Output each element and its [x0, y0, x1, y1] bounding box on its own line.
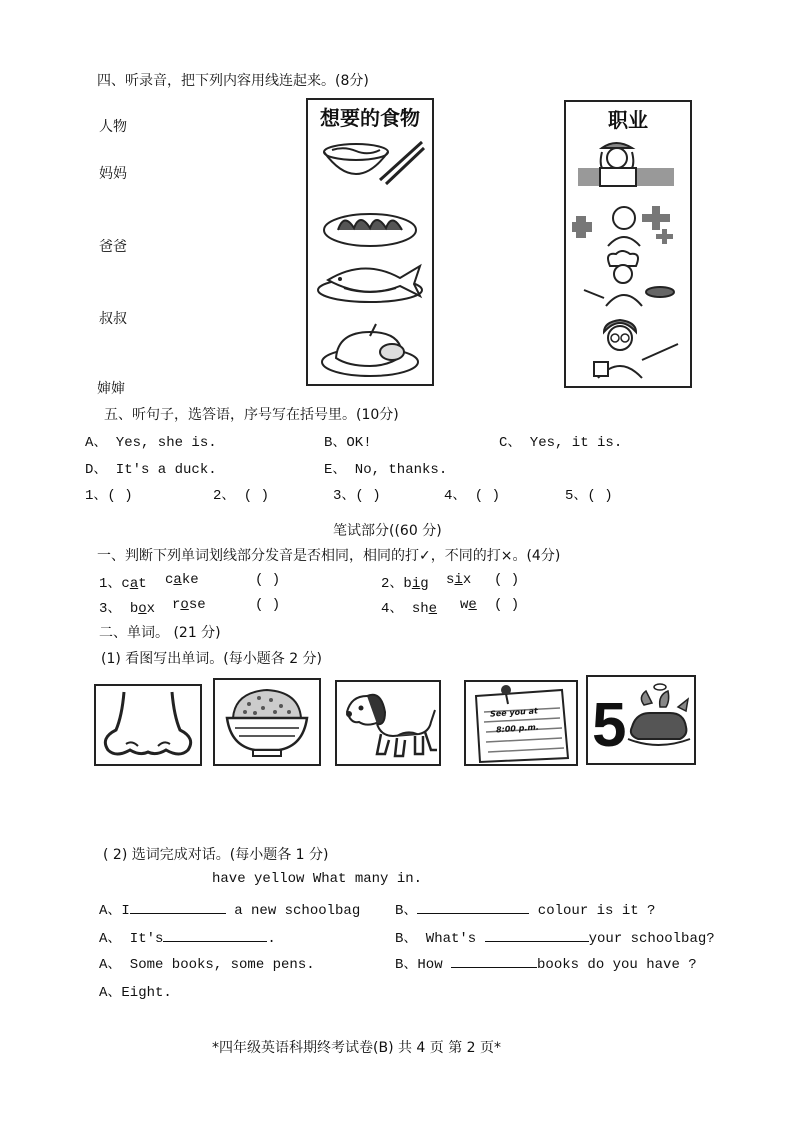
part2-heading: 二、单词。 (21 分): [99, 625, 221, 641]
dialog-line-b: B、 What's your schoolbag?: [395, 931, 715, 947]
person-label: 爸爸: [99, 239, 127, 255]
phonics-answer-blank[interactable]: ( ): [255, 572, 281, 588]
written-heading: 笔试部分((60 分): [333, 523, 442, 539]
part1-heading: 一、判断下列单词划线部分发音是否相同，相同的打✓，不同的打×。(4分): [97, 548, 561, 564]
dialog-line-a: A、 Some books, some pens.: [99, 957, 315, 973]
answer-option: A、 Yes, she is.: [85, 435, 217, 451]
picture-box: [94, 684, 202, 766]
job-box-title: 职业: [608, 108, 648, 132]
roast-chicken-icon: [318, 322, 422, 380]
picture-box: [464, 680, 578, 766]
dumplings-icon: [320, 204, 420, 250]
answer-blank[interactable]: 5、( ): [565, 488, 613, 504]
answer-option: D、 It's a duck.: [85, 462, 217, 478]
job-box: [564, 100, 692, 388]
food-box-title: 想要的食物: [320, 106, 420, 130]
fill-blank[interactable]: [130, 912, 226, 914]
person-label: 妈妈: [99, 166, 127, 182]
picture-box: [335, 680, 441, 766]
nose-icon: [96, 686, 200, 764]
fill-blank[interactable]: [485, 940, 589, 942]
dialog-line-a: A、 It's .: [99, 931, 276, 947]
phonics-word: six: [446, 572, 472, 588]
person-label: 婶婶: [97, 381, 125, 397]
fish-icon: [314, 256, 426, 306]
answer-blank[interactable]: 4、 ( ): [444, 488, 501, 504]
section5-heading: 五、听句子，选答语，序号写在括号里。(10分): [104, 407, 399, 423]
dialog-line-b: B、How books do you have ?: [395, 957, 697, 973]
person-label: 人物: [99, 119, 127, 135]
word-bank: have yellow What many in.: [212, 871, 423, 887]
rice-bowl-icon: [215, 680, 319, 764]
nurse-icon: [574, 138, 678, 190]
fill-blank[interactable]: [163, 940, 267, 942]
person-label: 叔叔: [99, 311, 127, 327]
dialog-line-a: A、I a new schoolbag: [99, 903, 361, 919]
phonics-word: we: [460, 597, 477, 613]
cook-icon: [574, 250, 678, 308]
food-box: [306, 98, 434, 386]
page-footer: *四年级英语科期终考试卷(B) 共 4 页 第 2 页*: [212, 1040, 502, 1056]
phonics-item: 4、 she: [381, 601, 438, 617]
fill-blank[interactable]: [417, 912, 529, 914]
phonics-item: 2、big: [381, 576, 429, 592]
picture-box: [213, 678, 321, 766]
noodle-bowl-icon: [314, 134, 426, 190]
dialog-line-b: B、 colour is it ?: [395, 903, 656, 919]
note-text-line: 8:00 p.m.: [495, 722, 540, 735]
answer-option: B、OK!: [324, 435, 372, 451]
part2-sub1: (1) 看图写出单词。(每小题各 2 分): [101, 651, 323, 667]
phonics-item: 3、 box: [99, 601, 156, 617]
answer-option: E、 No, thanks.: [324, 462, 448, 478]
phonics-answer-blank[interactable]: ( ): [255, 597, 281, 613]
answer-blank[interactable]: 2、 ( ): [213, 488, 270, 504]
cake-icon: [588, 677, 694, 763]
doctor-icon: [572, 200, 680, 248]
fill-blank[interactable]: [451, 966, 537, 968]
dog-icon: [337, 682, 439, 764]
cake-number: 5: [592, 691, 627, 760]
note-text-line: See you at: [489, 706, 539, 719]
phonics-word: rose: [172, 597, 206, 613]
teacher-icon: [574, 314, 682, 380]
dialog-line-a: A、Eight.: [99, 985, 172, 1001]
phonics-word: cake: [165, 572, 199, 588]
phonics-answer-blank[interactable]: ( ): [494, 572, 520, 588]
answer-blank[interactable]: 1、( ): [85, 488, 133, 504]
section4-heading: 四、听录音，把下列内容用线连起来。(8分): [97, 73, 369, 89]
phonics-answer-blank[interactable]: ( ): [494, 597, 520, 613]
answer-blank[interactable]: 3、( ): [333, 488, 381, 504]
part2-sub2: ( 2) 选词完成对话。(每小题各 1 分): [103, 847, 329, 863]
picture-box: [586, 675, 696, 765]
answer-option: C、 Yes, it is.: [499, 435, 623, 451]
phonics-item: 1、cat: [99, 576, 147, 592]
